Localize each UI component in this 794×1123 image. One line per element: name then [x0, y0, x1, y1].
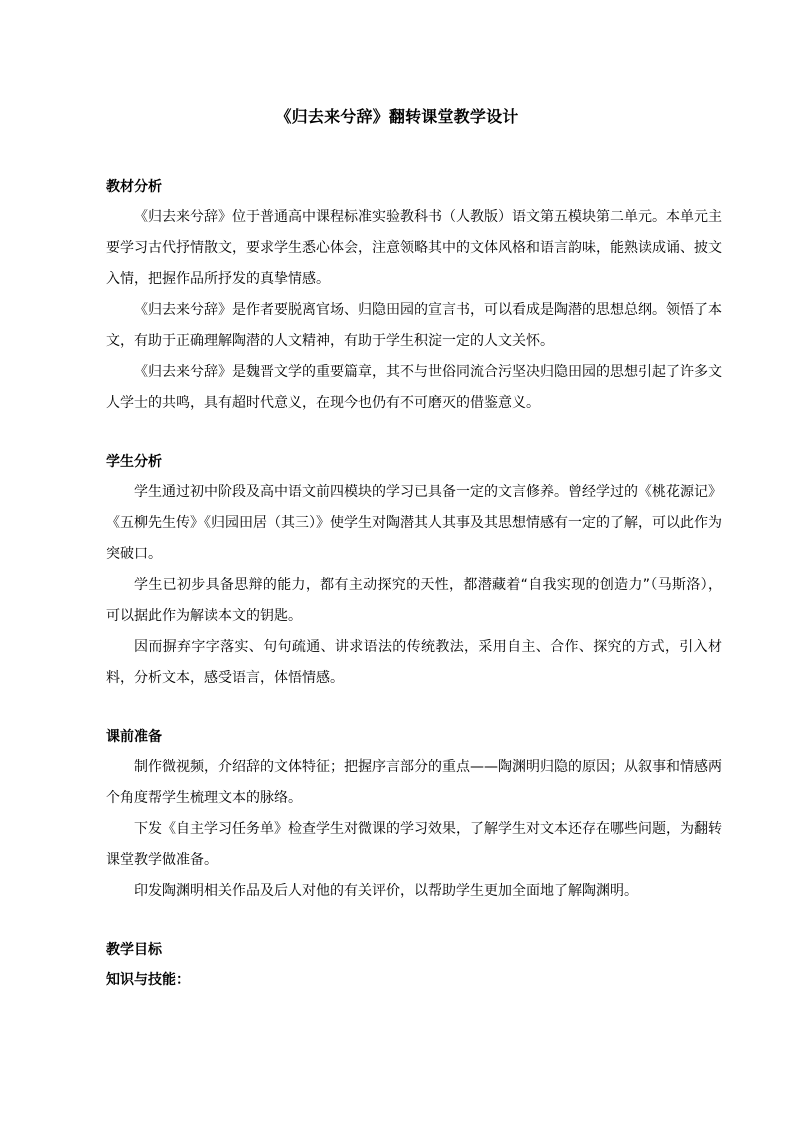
section-heading: 学生分析: [106, 454, 162, 470]
section-spacer: [106, 694, 722, 722]
paragraph: 因而摒弃字字落实、句句疏通、讲求语法的传统教法，采用自主、合作、探究的方式，引入材料，分析文本，感受语言，体悟情感。: [106, 639, 722, 686]
section-student-analysis: [106, 447, 722, 694]
document-body: [106, 172, 722, 995]
paragraph: 学生通过初中阶段及高中语文前四模块的学习已具备一定的文言修养。曾经学过的《桃花源记》《五柳先生传》《归园田居（其三）》使学生对陶潜其人其事及其思想情感有一定的了解，可以此作为突破口。: [106, 484, 722, 562]
paragraph: 《归去来兮辞》是魏晋文学的重要篇章，其不与世俗同流合污坚决归隐田园的思想引起了许多文人学士的共鸣，具有超时代意义，在现今也仍有不可磨灭的借鉴意义。: [106, 364, 722, 411]
document-title: 《归去来兮辞》翻转课堂教学设计: [275, 107, 519, 126]
paragraph: 印发陶渊明相关作品及后人对他的有关评价，以帮助学生更加全面地了解陶渊明。: [134, 883, 638, 899]
section-spacer: [106, 419, 722, 447]
section-heading: 教材分析: [106, 179, 162, 195]
paragraph: 《归去来兮辞》是作者要脱离官场、归隐田园的宣言书，可以看成是陶潜的思想总纲。领悟了本文，有助于正确理解陶潜的人文精神，有助于学生积淀一定的人文关怀。: [106, 302, 722, 349]
paragraph: 学生已初步具备思辩的能力，都有主动探究的天性，都潜藏着“自我实现的创造力”（马斯洛），可以据此作为解读本文的钥匙。: [106, 577, 722, 624]
section-heading: 教学目标: [106, 942, 162, 958]
paragraph: 下发《自主学习任务单》检查学生对微课的学习效果，了解学生对文本还存在哪些问题，为翻转课堂教学做准备。: [106, 821, 722, 868]
paragraph: 制作微视频，介绍辞的文体特征；把握序言部分的重点——陶渊明归隐的原因；从叙事和情感两个角度帮学生梳理文本的脉络。: [106, 759, 722, 806]
section-teaching-goals: [106, 935, 722, 995]
section-preparation: [106, 722, 722, 907]
paragraph: 《归去来兮辞》位于普通高中课程标准实验教科书（人教版）语文第五模块第二单元。本单元主要学习古代抒情散文，要求学生悉心体会，注意领略其中的文体风格和语言韵味，能熟读成诵、披文入情，把握作品所抒发的真挚情感。: [106, 209, 722, 287]
section-textbook-analysis: [106, 172, 722, 419]
section-heading: 课前准备: [106, 729, 162, 745]
subsection-heading: 知识与技能：: [106, 972, 190, 988]
section-spacer: [106, 907, 722, 935]
